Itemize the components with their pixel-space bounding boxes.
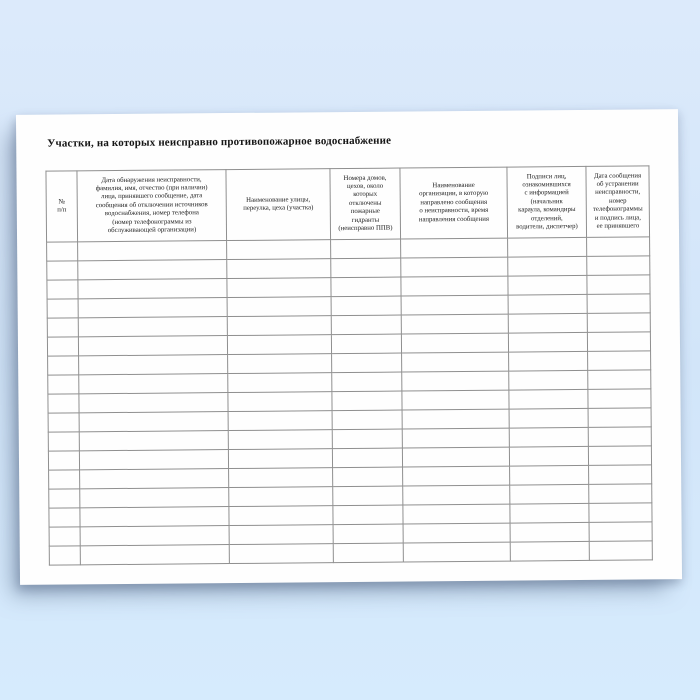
table-cell bbox=[49, 527, 80, 546]
table-cell bbox=[402, 352, 509, 372]
table-cell bbox=[510, 541, 589, 561]
table-cell bbox=[333, 486, 403, 506]
table-cell bbox=[228, 392, 332, 412]
column-header-detect-date: Дата обнаружения неисправности, фамилия, имя, отчество (при наличии) лица, принявшего сообщение, дата сообщения об отключении источников водоснабжения, номер телефона (номер телефонограммы из обслуживающей организации) bbox=[77, 170, 227, 242]
table-cell bbox=[80, 488, 229, 508]
table-cell bbox=[227, 297, 331, 317]
table-cell bbox=[331, 334, 401, 354]
table-cell bbox=[508, 237, 587, 257]
table-cell bbox=[229, 544, 333, 564]
table-cell bbox=[589, 541, 652, 561]
table-cell bbox=[79, 412, 228, 432]
table-cell bbox=[509, 389, 588, 409]
table-cell bbox=[402, 428, 509, 448]
table-cell bbox=[332, 353, 402, 373]
table-cell bbox=[80, 545, 229, 565]
table-cell bbox=[47, 299, 78, 318]
table-cell bbox=[402, 371, 509, 391]
table-cell bbox=[332, 410, 402, 430]
table-cell bbox=[333, 543, 403, 563]
table-cell bbox=[227, 240, 331, 260]
table-cell bbox=[79, 431, 228, 451]
table-cell bbox=[509, 427, 588, 447]
table-cell bbox=[510, 484, 589, 504]
table-cell bbox=[228, 354, 332, 374]
table-cell bbox=[78, 241, 227, 261]
table-cell bbox=[588, 408, 651, 428]
table-cell bbox=[228, 411, 332, 431]
document-title: Участки, на которых неисправно противопожарное водоснабжение bbox=[47, 134, 392, 150]
table-cell bbox=[78, 298, 227, 318]
table-cell bbox=[47, 280, 78, 299]
table-cell bbox=[48, 356, 79, 375]
table-cell bbox=[333, 467, 403, 487]
table-cell bbox=[227, 316, 331, 336]
table-cell bbox=[587, 332, 650, 352]
table-cell bbox=[49, 470, 80, 489]
table-cell bbox=[588, 351, 651, 371]
table-cell bbox=[332, 448, 402, 468]
table-cell bbox=[79, 374, 228, 394]
table-cell bbox=[587, 237, 650, 257]
table-cell bbox=[332, 372, 402, 392]
table-cell bbox=[588, 446, 651, 466]
table-cell bbox=[48, 375, 79, 394]
table-cell bbox=[589, 465, 652, 485]
table-cell bbox=[587, 275, 650, 295]
table-cell bbox=[229, 487, 333, 507]
table-cell bbox=[403, 504, 510, 524]
table-cell bbox=[229, 525, 333, 545]
table-cell bbox=[402, 447, 509, 467]
table-cell bbox=[228, 449, 332, 469]
table-cell bbox=[510, 522, 589, 542]
table-cell bbox=[49, 489, 80, 508]
table-cell bbox=[401, 333, 508, 353]
table-cell bbox=[401, 295, 508, 315]
table-cell bbox=[509, 370, 588, 390]
table-cell bbox=[589, 484, 652, 504]
table-cell bbox=[229, 468, 333, 488]
table-cell bbox=[508, 275, 587, 295]
table-cell bbox=[587, 256, 650, 276]
table-cell bbox=[402, 409, 509, 429]
table-cell bbox=[331, 258, 401, 278]
table-cell bbox=[589, 522, 652, 542]
table-cell bbox=[48, 413, 79, 432]
table-cell bbox=[227, 335, 331, 355]
table-cell bbox=[403, 466, 510, 486]
table-cell bbox=[47, 318, 78, 337]
table-cell bbox=[78, 317, 227, 337]
table-cell bbox=[508, 332, 587, 352]
table-cell bbox=[589, 503, 652, 523]
column-header-signatures: Подписи лиц, ознакомившихся с информацией (начальник караула, командиры отделений, водители, диспетчер) bbox=[507, 166, 587, 238]
table-cell bbox=[78, 279, 227, 299]
table-cell bbox=[78, 336, 227, 356]
table-cell bbox=[49, 546, 80, 565]
table-cell bbox=[227, 259, 331, 279]
table-cell bbox=[332, 391, 402, 411]
document-sheet bbox=[16, 109, 682, 585]
table-cell bbox=[79, 355, 228, 375]
table-row bbox=[49, 541, 652, 565]
table-cell bbox=[331, 296, 401, 316]
table-cell bbox=[47, 242, 78, 261]
table-header-row bbox=[46, 166, 650, 242]
table-cell bbox=[508, 313, 587, 333]
table-cell bbox=[402, 390, 509, 410]
fire-water-supply-table bbox=[45, 165, 652, 565]
table-cell bbox=[48, 432, 79, 451]
table-cell bbox=[79, 393, 228, 413]
table-cell bbox=[587, 294, 650, 314]
column-header-number: № п/п bbox=[46, 171, 78, 242]
table-cell bbox=[403, 523, 510, 543]
table-cell bbox=[331, 239, 401, 259]
table-cell bbox=[508, 256, 587, 276]
table-cell bbox=[80, 469, 229, 489]
table-cell bbox=[509, 446, 588, 466]
table-cell bbox=[228, 373, 332, 393]
table-cell bbox=[588, 389, 651, 409]
table-cell bbox=[403, 542, 510, 562]
table-cell bbox=[401, 314, 508, 334]
table-cell bbox=[510, 465, 589, 485]
table-cell bbox=[227, 278, 331, 298]
table-cell bbox=[228, 430, 332, 450]
table-body bbox=[47, 237, 653, 565]
table-cell bbox=[509, 408, 588, 428]
table-cell bbox=[401, 276, 508, 296]
table-cell bbox=[333, 505, 403, 525]
table-cell bbox=[48, 394, 79, 413]
table-cell bbox=[331, 315, 401, 335]
table-cell bbox=[401, 257, 508, 277]
table-cell bbox=[587, 313, 650, 333]
table-cell bbox=[229, 506, 333, 526]
table-cell bbox=[48, 451, 79, 470]
column-header-house-numbers: Номера домов, цехов, около которых отключены пожарные гидранты (неисправно ППВ) bbox=[330, 168, 401, 240]
table-cell bbox=[403, 485, 510, 505]
table-cell bbox=[509, 351, 588, 371]
table-cell bbox=[331, 277, 401, 297]
table-cell bbox=[332, 429, 402, 449]
column-header-fix-report: Дата сообщения об устранении неисправности, номер телефонограммы и подпись лица, ее принявшего bbox=[586, 166, 650, 238]
column-header-street-name: Наименование улицы, переулка, цеха (участка) bbox=[226, 169, 331, 241]
table-cell bbox=[47, 337, 78, 356]
table-cell bbox=[78, 260, 227, 280]
column-header-organization: Наименование организации, в которую направлено сообщения о неисправности, время направления сообщения bbox=[400, 167, 508, 239]
table-cell bbox=[508, 294, 587, 314]
table-cell bbox=[510, 503, 589, 523]
table-cell bbox=[79, 450, 228, 470]
table-cell bbox=[588, 427, 651, 447]
table-cell bbox=[401, 238, 508, 258]
table-cell bbox=[588, 370, 651, 390]
table-header bbox=[46, 166, 650, 242]
table-cell bbox=[47, 261, 78, 280]
table-cell bbox=[80, 507, 229, 527]
table-cell bbox=[333, 524, 403, 544]
table-cell bbox=[80, 526, 229, 546]
table-cell bbox=[49, 508, 80, 527]
